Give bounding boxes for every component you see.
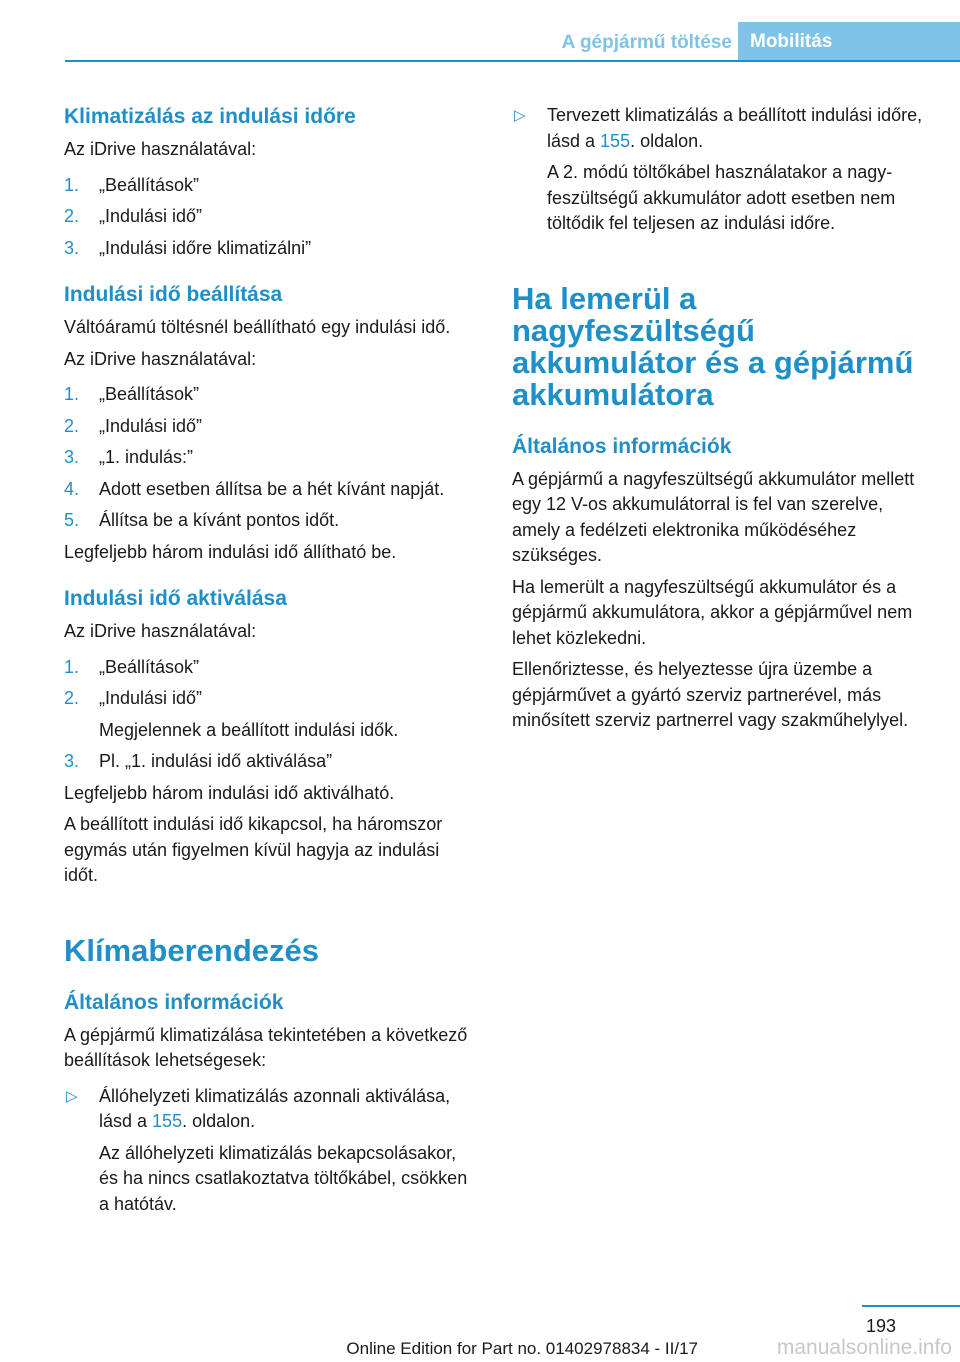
page-number: 193 xyxy=(865,1316,896,1336)
intro-text: Az iDrive használatával: xyxy=(64,621,257,641)
triangle-bullet-icon: ▷ xyxy=(514,107,526,124)
triangle-bullet-icon: ▷ xyxy=(66,1087,78,1105)
list-item: 1. „Beállítások” xyxy=(64,656,200,677)
header-chapter-tab: Mobilitás xyxy=(738,22,960,60)
watermark: manualsonline.info xyxy=(776,1336,952,1359)
list-item: 1. „Beállítások” xyxy=(64,174,200,195)
section-title-indulasi-ido-beallitasa: Indulási idő beállítása xyxy=(64,283,283,306)
list-item: 3. Pl. „1. indulási idő aktiválása” xyxy=(64,751,333,771)
section-title-altalanos-informaciok: Általános információk xyxy=(512,434,732,458)
list-item: 4. Adott esetben állítsa be a hét kívánt napját. xyxy=(64,478,445,499)
page-reference-link[interactable]: 155 xyxy=(152,1111,183,1131)
list-item-note: Megjelennek a beállított indulási idők. xyxy=(99,719,399,740)
header-section-title: A gépjármű töltése xyxy=(561,32,732,53)
bullet-note: Az állóhelyzeti klimatizálás bekapcsolásakor, és ha nincs csatlakoztatva töltőkábel, csökken a hatótáv. xyxy=(99,1142,468,1214)
left-column xyxy=(64,103,476,1223)
chapter-heading-klimaberendezes: Klímaberendezés xyxy=(64,932,319,968)
paragraph: Ha lemerült a nagyfeszültségű akkumulátor és a gépjármű akkumulátora, akkor a gépjárművel nem lehet közlekedni. xyxy=(512,576,913,648)
section-title-klimatizalas: Klimatizálás az indulási időre xyxy=(64,105,356,128)
edition-note: Online Edition for Part no. 01402978834 - II/17 xyxy=(346,1339,698,1358)
list-item: 1. „Beállítások” xyxy=(64,384,200,404)
paragraph: A gépjármű klimatizálása tekintetében a következő beállítások lehetségesek: xyxy=(64,1024,468,1070)
steps-list xyxy=(64,173,476,262)
section-title-altalanos-informaciok: Általános információk xyxy=(64,990,284,1014)
bullet-list xyxy=(512,103,924,154)
steps-list xyxy=(64,655,476,712)
intro-text: Az iDrive használatával: xyxy=(64,139,257,159)
steps-list xyxy=(64,749,476,775)
section-title-indulasi-ido-aktivalasa: Indulási idő aktiválása xyxy=(64,587,287,610)
list-item: 2. „Indulási idő” xyxy=(64,688,203,708)
paragraph: A gépjármű a nagyfeszültségű akkumulátor mellett egy 12 V-os akkumulátorral is fel van szerelve, amely a fedélzeti elektronika működéséhez szükséges. xyxy=(512,468,915,565)
list-item: 3. „Indulási időre klimatizálni” xyxy=(64,237,312,258)
footer-divider xyxy=(862,1305,960,1307)
chapter-heading-ha-lemerul: Ha lemerül a nagyfeszültségű akkumulátor és a gépjármű akkumulátora xyxy=(512,280,914,412)
steps-list xyxy=(64,382,476,534)
paragraph: Legfeljebb három indulási idő aktiválható. xyxy=(64,782,395,803)
page-reference-link[interactable]: 155 xyxy=(600,130,631,151)
bullet-item: ▷ Tervezett klimatizálás a beállított indulási időre, lásd a 155. oldalon. xyxy=(514,105,923,151)
bullet-item: ▷ Állóhelyzeti klimatizálás azonnali aktiválása, lásd a 155. oldalon. xyxy=(66,1085,451,1131)
paragraph: Ellenőriztesse, és helyeztesse újra üzembe a gépjárművet a gyártó szerviz partnerével, más minősített szerviz partnerrel vagy szakműhelylyel. xyxy=(512,659,909,730)
list-item: 3. „1. indulás:” xyxy=(64,447,194,467)
bullet-list xyxy=(64,1084,476,1135)
paragraph: A beállított indulási idő kikapcsol, ha háromszor egymás után figyelmen kívül hagyja az indulási időt. xyxy=(64,814,443,885)
list-item: 2. „Indulási idő” xyxy=(64,206,203,226)
intro-text: Az iDrive használatával: xyxy=(64,348,257,369)
list-item: 2. „Indulási idő” xyxy=(64,415,203,436)
page-header xyxy=(65,22,960,62)
paragraph: Legfeljebb három indulási idő állítható be. xyxy=(64,541,397,562)
list-item: 5. Állítsa be a kívánt pontos időt. xyxy=(64,510,340,530)
bullet-note: A 2. módú töltőkábel használatakor a nagyfeszültségű akkumulátor adott esetben nem töltődik fel teljesen az indulási időre. xyxy=(547,162,896,233)
paragraph: Váltóáramú töltésnél beállítható egy indulási idő. xyxy=(64,317,451,337)
right-column xyxy=(512,103,924,740)
